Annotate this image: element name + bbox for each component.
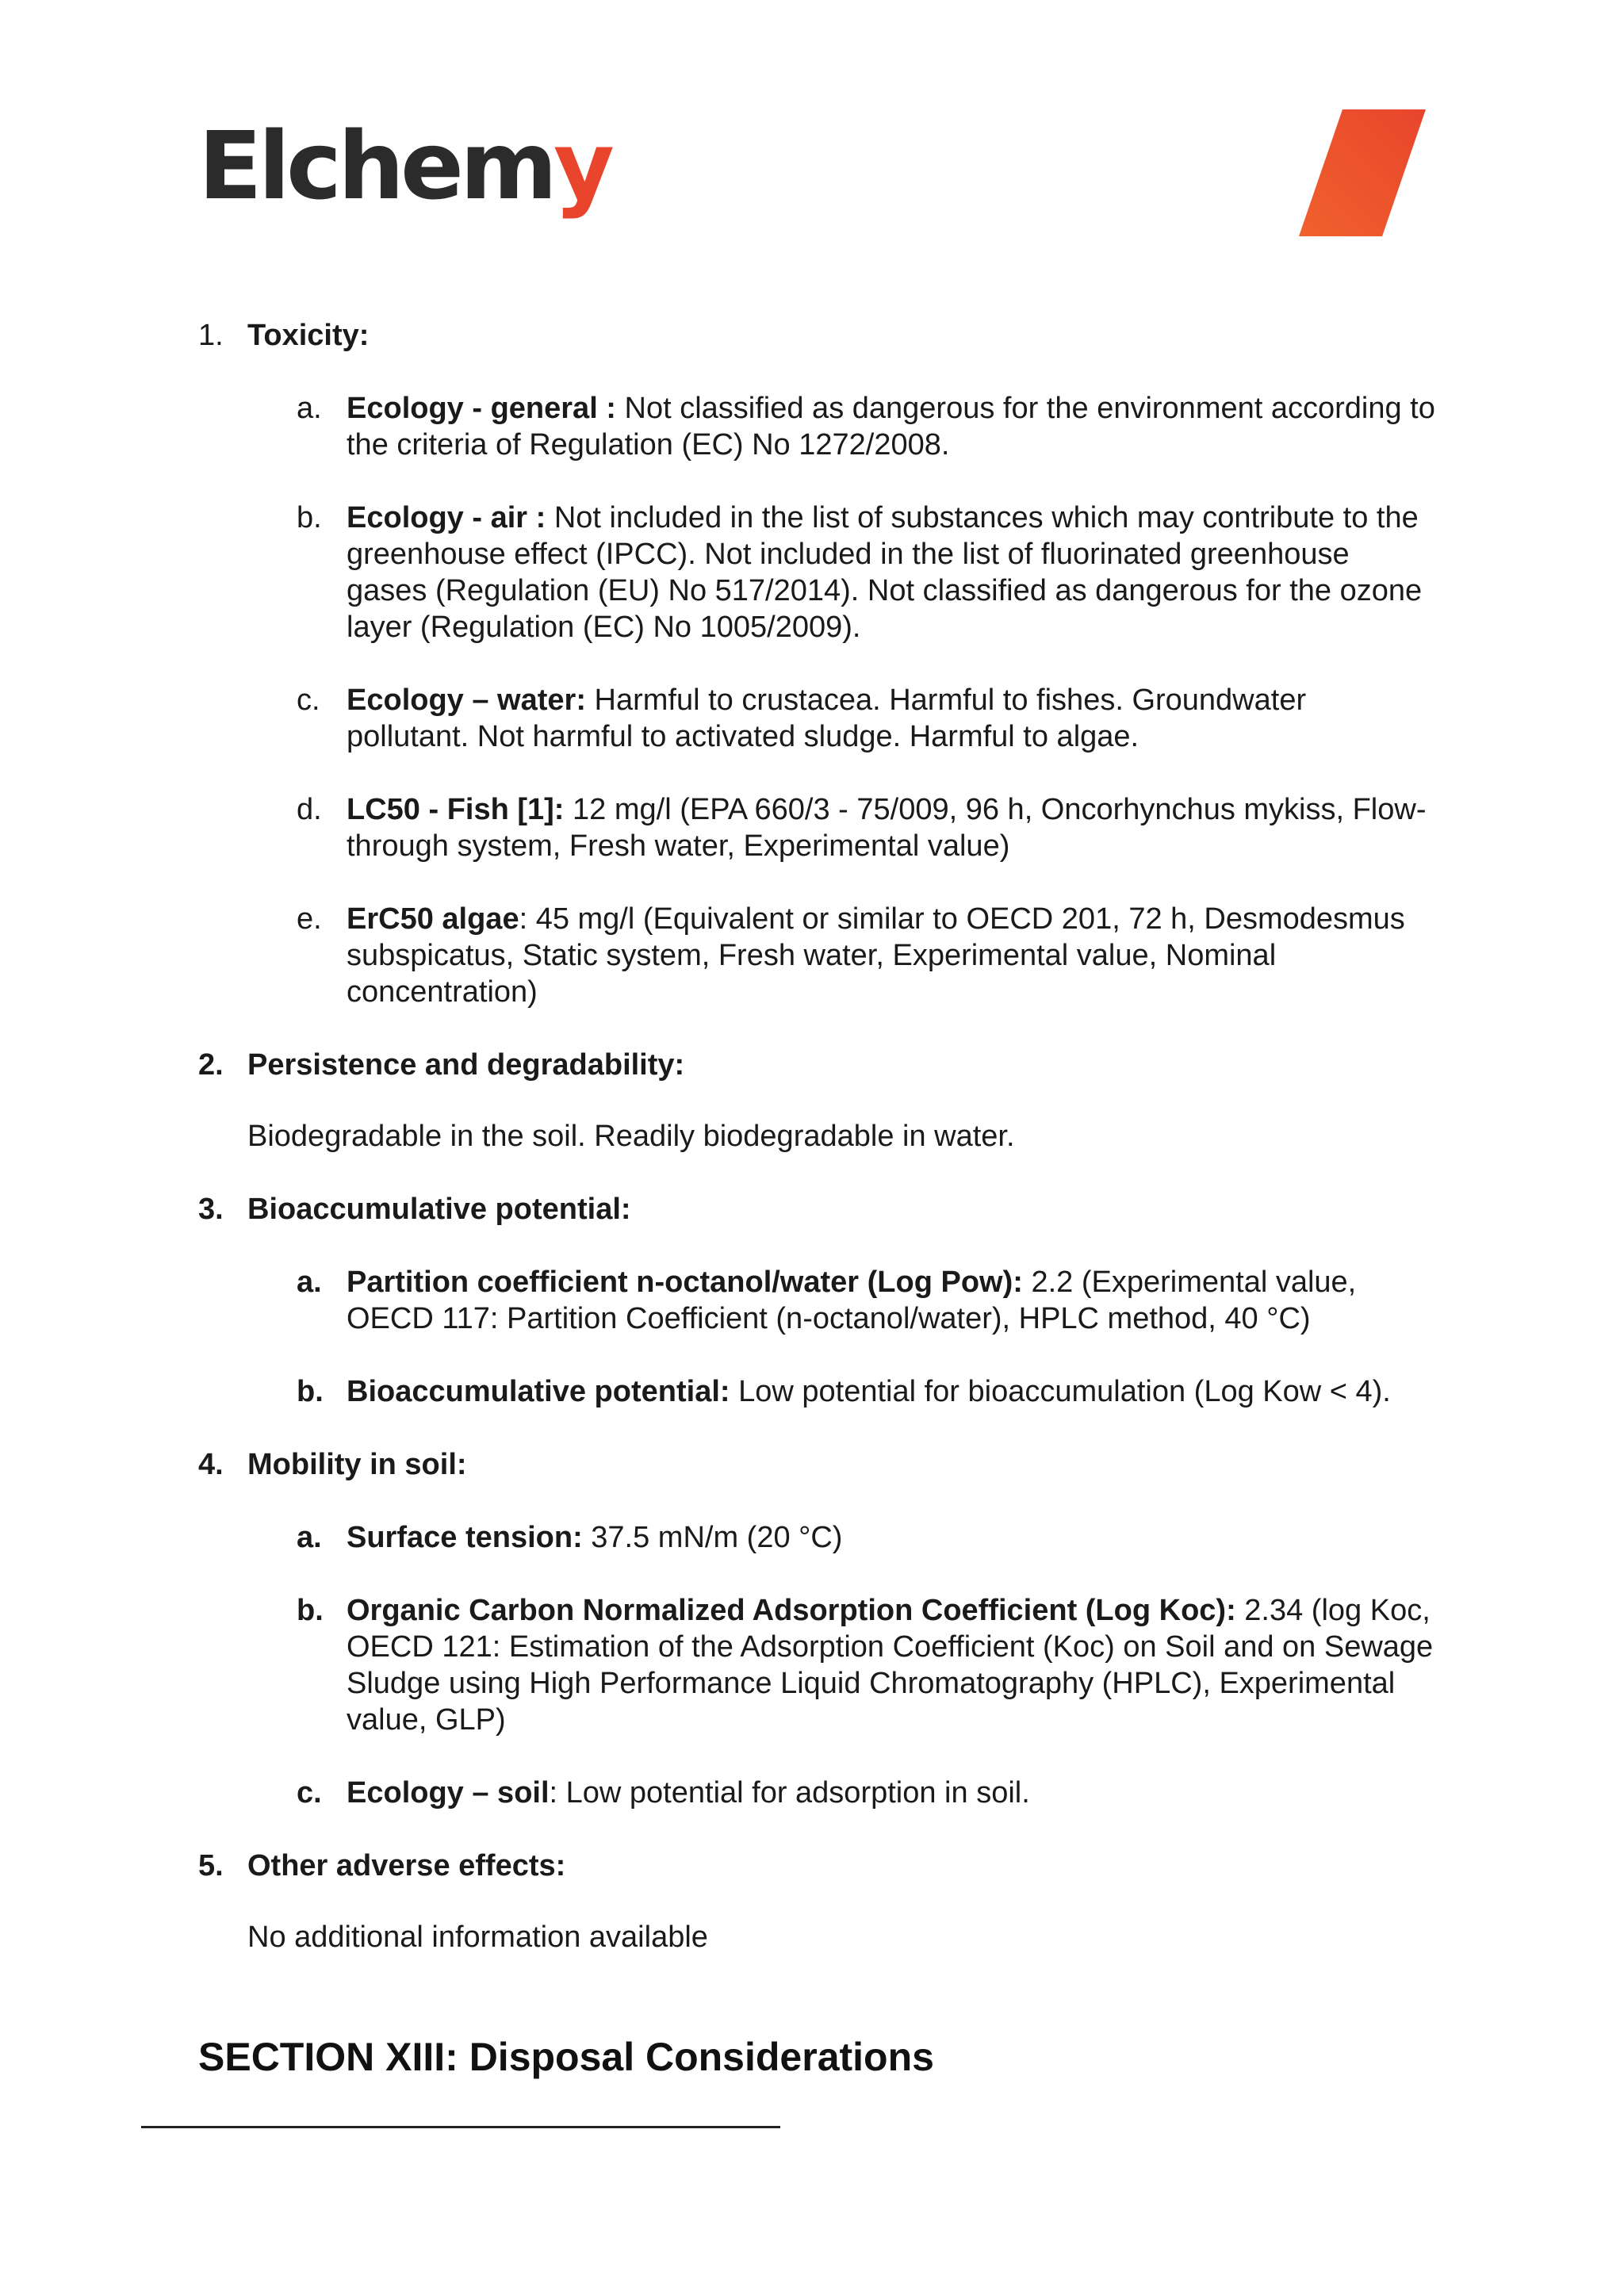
item-value: : 45 mg/l (Equivalent or similar to OECD 201, 72 h, Desmodesmus subspicatus, Static system, Fresh water, Experimental value, Nominal concentration) [347,902,1405,1009]
next-section-title: SECTION XIII: Disposal Considerations [198,2035,934,2079]
list-item [297,1592,1435,1738]
item-label: Ecology - general : [347,392,616,425]
footnote-divider [141,2126,780,2128]
item-letter: a. [297,1266,322,1299]
item-letter: e. [297,902,322,936]
section-title: Toxicity: [247,319,370,352]
item-label: LC50 - Fish [1]: [347,793,565,826]
item-value: 12 mg/l (EPA 660/3 - 75/009, 96 h, Oncorhynchus mykiss, Flow-through system, Fresh water, Experimental value) [347,793,1427,863]
section-number: 3. [198,1193,224,1226]
item-text [347,682,1435,755]
list-item [297,682,1435,755]
list-item [297,500,1435,645]
page-header [0,0,1624,270]
section-1-heading [198,317,1435,354]
item-label: Bioaccumulative potential: [347,1375,730,1408]
list-item [297,791,1435,864]
section-2-heading [198,1047,1435,1083]
orange-slash-icon [1299,109,1426,236]
section-title: Persistence and degradability: [247,1048,685,1082]
item-letter: a. [297,392,322,425]
item-value: 2.2 (Experimental value, OECD 117: Partition Coefficient (n-octanol/water), HPLC method, 40 °C) [347,1266,1357,1335]
item-value: 2.34 (log Koc, OECD 121: Estimation of the Adsorption Coefficient (Koc) on Soil and on Sewage Sludge using High Performance Liquid Chromatography (HPLC), Experimental value, GLP) [347,1594,1434,1737]
item-text [347,1592,1435,1738]
item-letter: b. [297,1594,324,1627]
item-label: Surface tension: [347,1521,583,1554]
item-label: Partition coefficient n-octanol/water (Log Pow): [347,1266,1023,1299]
list-item [297,390,1435,463]
item-letter: a. [297,1521,322,1554]
item-letter: d. [297,793,322,826]
section-1-items [297,390,1435,1010]
section-3-heading [198,1191,1435,1227]
section-4-items [297,1519,1435,1811]
item-letter: b. [297,501,322,534]
item-letter: c. [297,1776,322,1810]
section-number: 5. [198,1849,224,1882]
item-label: Ecology – water: [347,684,586,717]
section-title: Other adverse effects: [247,1849,566,1882]
section-3-items [297,1264,1435,1410]
section-2-body: Biodegradable in the soil. Readily biodegradable in water. [247,1120,1015,1153]
section-5-body: No additional information available [247,1921,708,1954]
section-title: Bioaccumulative potential: [247,1193,631,1226]
item-label: Organic Carbon Normalized Adsorption Coefficient (Log Koc): [347,1594,1236,1627]
item-text [347,1519,1435,1556]
item-label: ErC50 algae [347,902,519,936]
item-value: Low potential for bioaccumulation (Log Kow < 4). [730,1375,1391,1408]
item-value: Not included in the list of substances which may contribute to the greenhouse effect (IPCC). Not included in the list of fluorinated greenhouse gases (Regulation (EU) No 517/2014). Not classified as dangerous for the ozone layer (Regulation (EC) No 1005/2009). [347,501,1423,644]
item-text [347,1264,1435,1337]
item-letter: c. [297,684,320,717]
section-4-heading [198,1446,1435,1483]
section-number: 2. [198,1048,224,1082]
item-value: 37.5 mN/m (20 °C) [582,1521,843,1554]
item-label: Ecology – soil [347,1776,550,1810]
list-item [297,1519,1435,1556]
section-5-heading [198,1848,1435,1884]
item-label: Ecology - air : [347,501,546,534]
document-body [198,317,1435,1992]
item-value: Not classified as dangerous for the environment according to the criteria of Regulation (EC) No 1272/2008. [347,392,1435,461]
item-letter: b. [297,1375,324,1408]
item-value: : Low potential for adsorption in soil. [549,1776,1030,1810]
list-item [297,1775,1435,1811]
logo-text: Elchem [198,111,553,220]
item-text [347,1775,1435,1811]
section-number: 4. [198,1448,224,1481]
section-title: Mobility in soil: [247,1448,467,1481]
item-text [347,390,1435,463]
elchemy-logo [198,111,611,220]
list-item [297,1373,1435,1410]
item-text [347,791,1435,864]
logo-accent: y [553,111,611,220]
item-text [347,901,1435,1010]
item-text [347,500,1435,645]
list-item [297,901,1435,1010]
item-text [347,1373,1435,1410]
item-value: Harmful to crustacea. Harmful to fishes. Groundwater pollutant. Not harmful to activated sludge. Harmful to algae. [347,684,1307,753]
list-item [297,1264,1435,1337]
section-number: 1. [198,319,224,352]
